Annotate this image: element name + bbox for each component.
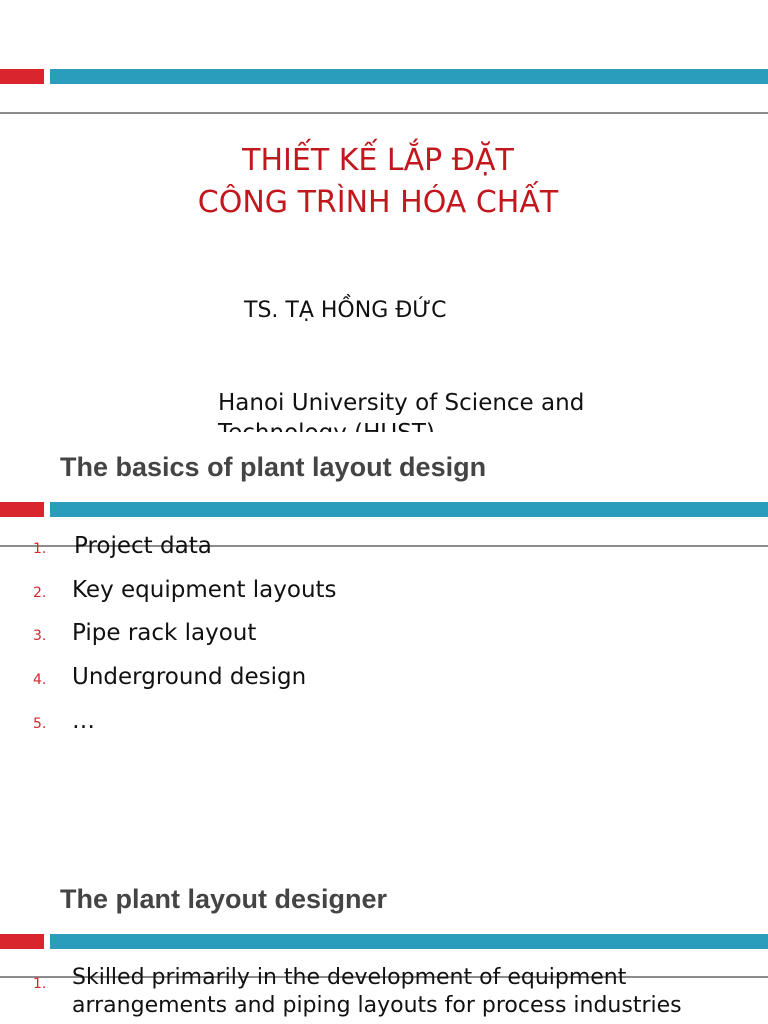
accent-bar-red <box>0 69 44 84</box>
list-item-text: … <box>72 708 95 734</box>
divider-line <box>0 112 768 114</box>
list-item-text: Underground design <box>72 664 307 690</box>
list-item <box>0 577 768 617</box>
list-item-number: 2. <box>33 585 47 601</box>
slide-heading: The basics of plant layout design <box>60 452 487 482</box>
list-item-number: 1. <box>33 541 47 557</box>
designer-slide <box>0 852 768 1024</box>
list-item-number: 3. <box>33 628 47 644</box>
list-item <box>0 620 768 660</box>
list-item-text: Pipe rack layout <box>72 620 257 646</box>
basics-slide <box>0 432 768 852</box>
accent-bar-blue <box>50 934 768 949</box>
accent-bar-red <box>0 502 44 517</box>
slide-title-line-2: CÔNG TRÌNH HÓA CHẤT <box>197 185 559 220</box>
slide-title <box>0 140 756 224</box>
accent-bar-red <box>0 934 44 949</box>
institution-name: Hanoi University of Science and <box>218 390 585 416</box>
list-item-text: Key equipment layouts <box>72 577 337 603</box>
title-slide <box>0 0 768 432</box>
list-item-text: Project data <box>74 533 212 559</box>
slide-heading: The plant layout designer <box>60 884 388 914</box>
list-item-number: 5. <box>33 716 47 732</box>
list-item <box>0 708 768 748</box>
accent-bar-blue <box>50 502 768 517</box>
list-item-number: 1. <box>33 976 47 992</box>
slide-title-line-1: THIẾT KẾ LẮP ĐẶT <box>242 143 514 178</box>
author-name: TS. TẠ HỒNG ĐỨC <box>244 298 447 323</box>
list-item <box>0 533 768 573</box>
list-item <box>0 664 768 704</box>
accent-bar-blue <box>50 69 768 84</box>
list-item-text: Skilled primarily in the development of equipment arrangements and piping layouts for process industries <box>72 965 682 1018</box>
list-item-number: 4. <box>33 672 47 688</box>
